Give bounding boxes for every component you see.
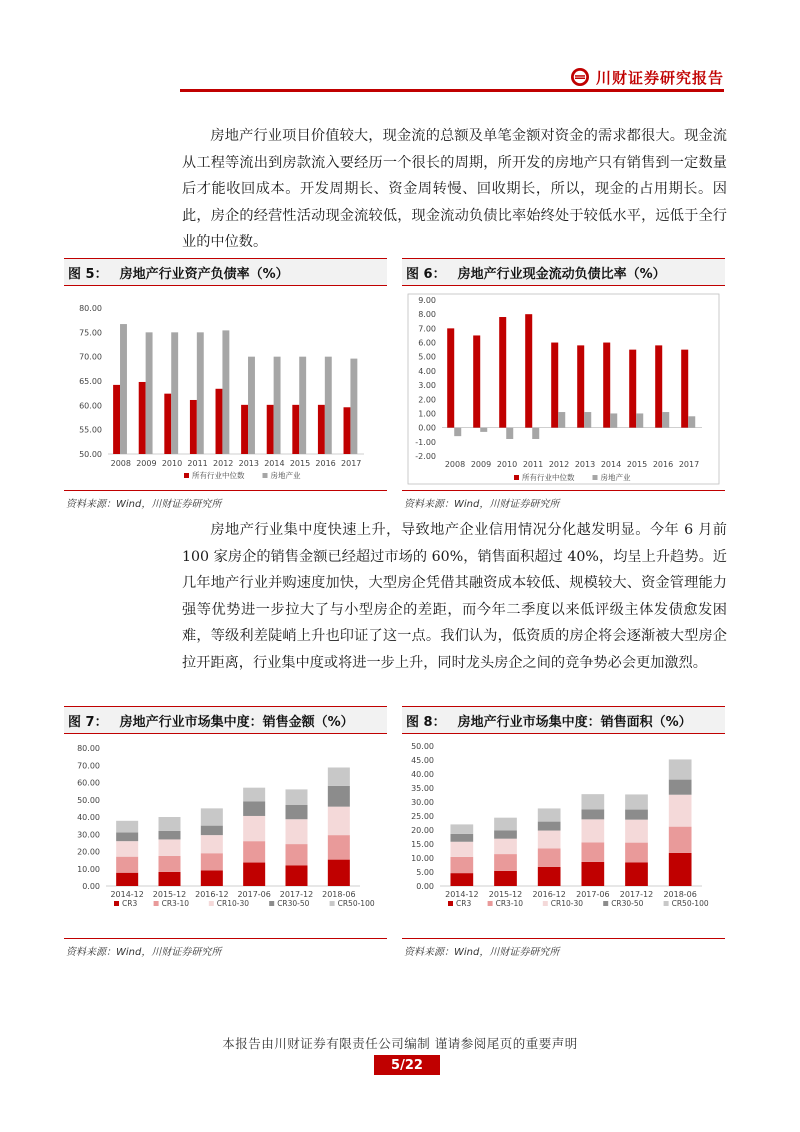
bar	[139, 382, 146, 454]
bar-segment	[581, 819, 604, 842]
bar	[454, 428, 461, 437]
legend-label: CR3-10	[495, 899, 524, 908]
legend-label: CR3	[122, 899, 138, 908]
figure-number: 图 5：	[68, 266, 108, 282]
header-brand	[570, 66, 724, 88]
bar-segment	[538, 867, 561, 886]
legend-swatch	[184, 473, 189, 478]
figure-source: 资料来源：Wind，川财证券研究所	[404, 947, 560, 958]
y-tick-label: 25.00	[411, 812, 434, 821]
figure-5	[64, 258, 387, 510]
bar	[292, 405, 299, 454]
y-tick-label: 5.00	[418, 352, 436, 362]
chart-sales-area-concentration	[402, 734, 725, 938]
y-tick-label: -2.00	[415, 452, 436, 461]
bar	[318, 405, 325, 454]
figure-number: 图 7：	[68, 714, 108, 730]
bar-segment	[116, 841, 138, 857]
bar	[325, 357, 332, 454]
bar	[164, 394, 171, 454]
figure-7	[64, 706, 387, 958]
figure-number: 图 6：	[406, 266, 446, 282]
page-number: 5/22	[374, 1055, 440, 1075]
y-tick-label: 50.00	[77, 795, 100, 805]
bar	[299, 357, 306, 454]
y-tick-label: 55.00	[79, 425, 102, 435]
bar	[610, 413, 617, 427]
bar-segment	[116, 857, 138, 873]
bar-segment	[625, 843, 648, 863]
bar	[241, 405, 248, 454]
figure-body	[64, 286, 387, 491]
bar	[499, 317, 506, 428]
x-tick-label: 2016	[315, 459, 336, 468]
legend-swatch	[514, 475, 519, 480]
figure-source: 资料来源：Wind，川财证券研究所	[66, 947, 222, 958]
bar	[171, 332, 178, 454]
y-tick-label: 60.00	[77, 778, 100, 788]
x-tick-label: 2016-12	[195, 890, 229, 899]
bar-segment	[494, 871, 517, 886]
y-tick-label: 50.00	[411, 742, 434, 751]
y-tick-label: 70.00	[79, 352, 102, 362]
bar-segment	[328, 767, 350, 785]
legend-swatch	[114, 901, 119, 906]
bar	[197, 332, 204, 454]
y-tick-label: 0.00	[82, 882, 100, 891]
bar-segment	[243, 788, 265, 802]
body-paragraph-2: 房地产行业集中度快速上升，导致地产企业信用情况分化越发明显。今年 6 月前 100 家房企的销售金额已经超过市场的 60%，销售面积超过 40%，均呈上升趋势。近几年地产行业并购速度加快，大型房企凭借其融资成本较低、规模较大、资金管理能力强等优势进一步拉大了与小型房企的差距，而今年二季度以来低评级主体发债愈发困难，等级利差陡峭上升也印证了这一点。我们认为，低资质的房企将会逐渐被大型房企拉开距离，行业集中度或将进一步上升，同时龙头房企之间的竞争势必会更加激烈。	[182, 522, 727, 671]
bar	[473, 335, 480, 427]
legend-label: 房地产业	[270, 471, 301, 480]
legend-swatch	[154, 901, 159, 906]
y-tick-label: 70.00	[77, 761, 100, 771]
legend-swatch	[603, 901, 608, 906]
bar-segment	[201, 808, 223, 825]
body-paragraph-1: 房地产行业项目价值较大，现金流的总额及单笔金额对资金的需求都很大。现金流从工程等流出到房款流入要经历一个很长的周期，所开发的房地产只有销售到一定数量后才能收回成本。开发周期长、资金周转慢、回收期长，所以，现金的占用期长。因此，房企的经营性活动现金流较低，现金流动负债比率始终处于较低水平，远低于全行业的中位数。	[182, 128, 727, 250]
y-tick-label: 3.00	[418, 381, 436, 391]
y-tick-label: 75.00	[79, 328, 102, 338]
figure-title-bar	[64, 258, 387, 286]
x-tick-label: 2010	[496, 460, 518, 469]
brand-name: 川财证券研究报告	[595, 68, 724, 87]
bar	[688, 416, 695, 427]
legend-label: CR50-100	[671, 899, 709, 908]
bar	[344, 407, 351, 454]
figure-title-bar	[402, 706, 725, 734]
x-tick-label: 2010	[161, 459, 183, 468]
x-tick-label: 2014-12	[110, 890, 144, 899]
y-tick-label: 7.00	[418, 324, 436, 334]
bar-segment	[328, 807, 350, 835]
y-tick-label: 8.00	[418, 310, 436, 320]
y-tick-label: 65.00	[79, 377, 102, 386]
figure-number: 图 8：	[406, 714, 446, 730]
y-tick-label: 5.00	[416, 868, 434, 877]
bar-segment	[625, 794, 648, 809]
x-tick-label: 2018-06	[322, 890, 356, 899]
bar-segment	[158, 839, 180, 856]
bar-segment	[494, 830, 517, 838]
legend-swatch	[488, 901, 493, 906]
bar-segment	[201, 835, 223, 853]
figure-title-bar	[402, 258, 725, 286]
bar	[636, 413, 643, 427]
bar-segment	[285, 844, 307, 865]
bar-segment	[625, 820, 648, 843]
bar	[248, 357, 255, 454]
bar-segment	[285, 819, 307, 844]
bar-segment	[538, 808, 561, 821]
x-tick-label: 2012	[548, 460, 570, 469]
x-tick-label: 2013	[574, 460, 596, 469]
bar-segment	[116, 821, 138, 833]
bar-segment	[538, 848, 561, 866]
bar	[525, 314, 532, 427]
x-tick-label: 2015	[289, 459, 311, 468]
figure-6	[402, 258, 725, 510]
bar-segment	[625, 862, 648, 886]
legend-swatch	[664, 901, 669, 906]
x-tick-label: 2012	[213, 459, 234, 468]
bar-segment	[538, 831, 561, 849]
bar	[222, 330, 229, 454]
x-tick-label: 2018-06	[663, 890, 697, 899]
bar	[558, 412, 565, 428]
legend-swatch	[593, 475, 598, 480]
bar	[350, 359, 357, 454]
chart-sales-amount-concentration	[64, 734, 387, 938]
y-tick-label: 45.00	[411, 756, 434, 765]
figure-body	[402, 734, 725, 939]
y-tick-label: 30.00	[411, 798, 434, 807]
figure-source: 资料来源：Wind，川财证券研究所	[66, 499, 222, 510]
chart-frame	[408, 294, 719, 484]
y-tick-label: 15.00	[411, 840, 434, 849]
company-logo-icon	[570, 67, 590, 87]
bar-segment	[158, 872, 180, 886]
legend-swatch	[543, 901, 548, 906]
x-tick-label: 2017	[341, 459, 362, 468]
x-tick-label: 2009	[136, 459, 157, 468]
legend-label: CR50-100	[337, 899, 375, 908]
bar-segment	[328, 860, 350, 886]
legend-label: CR10-30	[550, 899, 584, 908]
bar	[120, 324, 127, 454]
bar	[216, 389, 223, 454]
bar-segment	[669, 759, 692, 779]
x-tick-label: 2011	[522, 460, 544, 469]
figure-8	[402, 706, 725, 958]
bar-segment	[581, 794, 604, 809]
legend-swatch	[269, 901, 274, 906]
x-tick-label: 2014	[264, 459, 285, 468]
bar-segment	[538, 822, 561, 831]
footer-disclaimer: 本报告由川财证券有限责任公司编制 谨请参阅尾页的重要声明	[222, 1036, 578, 1051]
figure-title: 房地产行业现金流动负债比率（%）	[457, 266, 666, 282]
bar	[681, 350, 688, 428]
header-rule	[180, 89, 724, 92]
bar	[662, 412, 669, 428]
bar-segment	[669, 780, 692, 795]
y-tick-label: 4.00	[418, 366, 436, 376]
bar	[629, 350, 636, 428]
bar	[146, 332, 153, 454]
bar-segment	[581, 862, 604, 886]
bar	[584, 412, 591, 428]
bar-segment	[450, 873, 473, 886]
chart-asset-liability	[64, 286, 387, 490]
y-tick-label: 20.00	[77, 847, 100, 857]
legend-label: CR10-30	[216, 899, 250, 908]
y-tick-label: 0.00	[418, 423, 436, 433]
x-tick-label: 2017-12	[619, 890, 654, 899]
y-tick-label: 40.00	[77, 813, 100, 822]
x-tick-label: 2016-12	[532, 890, 566, 899]
bar-segment	[494, 818, 517, 831]
bar-segment	[450, 842, 473, 857]
bar-segment	[581, 809, 604, 819]
y-tick-label: 1.00	[418, 409, 436, 419]
chart-cash-flow-ratio	[402, 286, 725, 490]
figure-title: 房地产行业市场集中度：销售金额（%）	[119, 714, 354, 730]
legend-swatch	[263, 473, 268, 478]
bar-segment	[243, 863, 265, 886]
y-tick-label: -1.00	[415, 437, 436, 447]
x-tick-label: 2011	[187, 459, 208, 468]
y-tick-label: 10.00	[77, 864, 100, 874]
bar-segment	[494, 854, 517, 871]
x-tick-label: 2008	[444, 460, 466, 469]
bar-segment	[328, 786, 350, 807]
legend-swatch	[209, 901, 214, 906]
bar-segment	[243, 801, 265, 815]
x-tick-label: 2017	[678, 460, 700, 469]
bar	[603, 343, 610, 428]
figure-body	[402, 286, 725, 491]
y-tick-label: 6.00	[418, 338, 436, 348]
legend-label: 所有行业中位数	[192, 471, 245, 480]
bar	[532, 428, 539, 439]
x-tick-label: 2017-06	[237, 890, 271, 899]
y-tick-label: 20.00	[411, 826, 434, 835]
bar-segment	[158, 856, 180, 872]
figure-source: 资料来源：Wind，川财证券研究所	[404, 499, 560, 510]
bar-segment	[581, 842, 604, 862]
bar-segment	[116, 873, 138, 886]
bar-segment	[201, 870, 223, 886]
y-tick-label: 10.00	[411, 854, 434, 863]
bar-segment	[116, 833, 138, 842]
legend-label: CR3-10	[161, 899, 190, 908]
x-tick-label: 2014	[600, 460, 622, 469]
bar	[447, 328, 454, 427]
legend-label: CR3	[456, 899, 472, 908]
figure-body	[64, 734, 387, 939]
x-tick-label: 2017-06	[576, 890, 610, 899]
y-tick-label: 40.00	[411, 770, 434, 779]
bar-segment	[243, 841, 265, 862]
bar	[577, 345, 584, 427]
legend-swatch	[448, 901, 453, 906]
y-tick-label: 9.00	[418, 296, 436, 305]
x-tick-label: 2015	[626, 460, 648, 469]
bar-segment	[669, 795, 692, 827]
x-tick-label: 2016	[652, 460, 674, 469]
y-tick-label: 80.00	[79, 304, 102, 313]
bar-segment	[450, 824, 473, 834]
legend-label: 房地产业	[600, 473, 631, 482]
bar-segment	[158, 831, 180, 840]
x-tick-label: 2015-12	[488, 890, 523, 899]
y-tick-label: 60.00	[79, 401, 102, 411]
bar	[506, 428, 513, 439]
figure-title: 房地产行业市场集中度：销售面积（%）	[457, 714, 692, 730]
y-tick-label: 30.00	[77, 830, 100, 840]
legend-label: 所有行业中位数	[522, 473, 575, 482]
bar	[113, 385, 120, 454]
bar-segment	[285, 865, 307, 886]
bar-segment	[285, 805, 307, 819]
x-tick-label: 2015-12	[152, 890, 187, 899]
bar-segment	[285, 789, 307, 804]
y-tick-label: 35.00	[411, 784, 434, 793]
bar-segment	[243, 816, 265, 841]
bar-segment	[450, 834, 473, 842]
figure-title: 房地产行业资产负债率（%）	[119, 266, 289, 282]
y-tick-label: 50.00	[79, 450, 102, 459]
y-tick-label: 2.00	[418, 395, 436, 405]
y-tick-label: 0.00	[416, 882, 434, 891]
legend-label: CR30-50	[277, 899, 310, 908]
legend-swatch	[330, 901, 335, 906]
bar-segment	[625, 810, 648, 820]
bar-segment	[201, 853, 223, 870]
bar	[274, 357, 281, 454]
bar-segment	[494, 839, 517, 854]
bar-segment	[669, 827, 692, 853]
bar-segment	[669, 853, 692, 886]
bar-segment	[328, 835, 350, 859]
x-tick-label: 2014-12	[445, 890, 479, 899]
bar	[551, 343, 558, 428]
bar	[655, 345, 662, 427]
bar	[267, 405, 274, 454]
legend-label: CR30-50	[611, 899, 644, 908]
x-tick-label: 2017-12	[279, 890, 314, 899]
x-tick-label: 2008	[110, 459, 131, 468]
bar	[190, 400, 197, 454]
figure-title-bar	[64, 706, 387, 734]
x-tick-label: 2013	[238, 459, 259, 468]
x-tick-label: 2009	[470, 460, 492, 469]
y-tick-label: 80.00	[77, 744, 100, 753]
bar-segment	[201, 826, 223, 835]
bar	[480, 428, 487, 432]
bar-segment	[158, 817, 180, 831]
bar-segment	[450, 857, 473, 873]
